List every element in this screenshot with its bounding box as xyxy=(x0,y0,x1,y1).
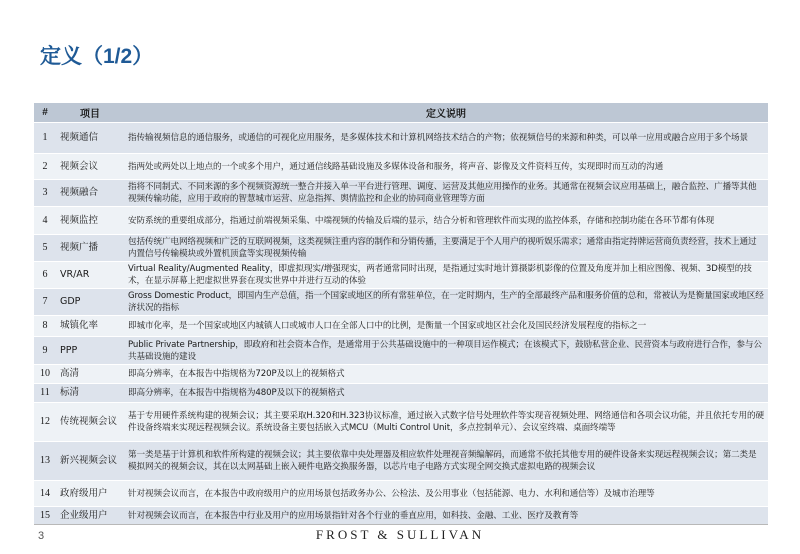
row-term: 标清 xyxy=(56,384,124,403)
table-row xyxy=(34,123,768,154)
row-term: GDP xyxy=(56,289,124,316)
table-row xyxy=(34,442,768,481)
row-definition: 第一类是基于计算机和软件所构建的视频会议；其主要依靠中央处理器及相应软件处理视音频编解码，而通常不依托其他专用的硬件设备来实现远程视频会议；第二类是模拟网关的视频会议，其在以太网基础上嵌入硬件电路交换服务器，以芯片电子电路方式实现全网交换式虚拟电路的视频会议 xyxy=(124,442,768,481)
table-row xyxy=(34,403,768,442)
row-number: 13 xyxy=(34,442,56,481)
row-definition: Public Private Partnership，即政府和社会资本合作，是通常用于公共基础设施中的一种项目运作模式；在该模式下，鼓励私营企业、民营资本与政府进行合作，参与公共基础设施的建设 xyxy=(124,337,768,365)
company-logo: FROST & SULLIVAN xyxy=(315,527,485,542)
row-number: 8 xyxy=(34,316,56,337)
row-definition: 即高分辨率，在本报告中指规格为720P及以上的视频格式 xyxy=(124,365,768,384)
table-row xyxy=(34,154,768,180)
row-number: 3 xyxy=(34,180,56,207)
table-row xyxy=(34,316,768,337)
table-row xyxy=(34,384,768,403)
row-term: PPP xyxy=(56,337,124,365)
row-definition: 包括传统广电网络视频和广泛的互联网视频，这类视频注重内容的制作和分销传播，主要满足于个人用户的视听娱乐需求；通常由指定持牌运营商负责经营，技术上通过内置信号传输模块或外置机顶盒等实现视频传输 xyxy=(124,235,768,262)
row-definition: 安防系统的重要组成部分，指通过前端视频采集、中端视频的传输及后端的显示，结合分析和管理软件而实现的监控体系，存储和控制功能在各环节都有体现 xyxy=(124,207,768,235)
row-definition: 基于专用硬件系统构建的视频会议；其主要采取H.320和H.323协议标准，通过嵌入式数字信号处理软件等实现音视频处理、网络通信和各项会议功能，并且依托专用的硬件设备终端来实现远程视频会议。系统设备主要包括嵌入式MCU（Multi Control Unit，多点控制单元）、会议室终端、桌面终端等 xyxy=(124,403,768,442)
row-definition: 针对视频会议而言，在本报告中政府级用户的应用场景包括政务办公、公检法、及公用事业（包括能源、电力、水利和通信等）及城市治理等 xyxy=(124,481,768,507)
page-number: 3 xyxy=(38,530,45,542)
row-number: 15 xyxy=(34,507,56,526)
definitions-table xyxy=(34,103,768,526)
row-definition: 指传输视频信息的通信服务，或通信的可视化应用服务，是多媒体技术和计算机网络技术结合的产物；依视频信号的来源和种类，可以单一应用或融合应用于多个场景 xyxy=(124,123,768,154)
row-term: 视频融合 xyxy=(56,180,124,207)
row-number: 12 xyxy=(34,403,56,442)
row-term: 视频通信 xyxy=(56,123,124,154)
row-definition: 即城市化率，是一个国家或地区内城镇人口或城市人口在全部人口中的比例，是衡量一个国家或地区社会化及国民经济发展程度的指标之一 xyxy=(124,316,768,337)
row-term: VR/AR xyxy=(56,262,124,289)
page-title: 定义（1/2） xyxy=(40,45,154,68)
table-row xyxy=(34,289,768,316)
row-definition: 即高分辨率，在本报告中指规格为480P及以下的视频格式 xyxy=(124,384,768,403)
row-definition: 指两处或两处以上地点的一个或多个用户，通过通信线路基础设施及多媒体设备和服务，将声音、影像及文件资料互传，实现即时而互动的沟通 xyxy=(124,154,768,180)
row-term: 视频监控 xyxy=(56,207,124,235)
row-term: 高清 xyxy=(56,365,124,384)
row-number: 2 xyxy=(34,154,56,180)
table-row xyxy=(34,365,768,384)
column-header-item: 项目 xyxy=(56,103,124,123)
table-row xyxy=(34,262,768,289)
row-number: 14 xyxy=(34,481,56,507)
row-number: 7 xyxy=(34,289,56,316)
row-definition: 针对视频会议而言，在本报告中行业及用户的应用场景指针对各个行业的垂直应用，如科技、金融、工业、医疗及教育等 xyxy=(124,507,768,526)
row-number: 11 xyxy=(34,384,56,403)
row-term: 企业级用户 xyxy=(56,507,124,526)
row-number: 5 xyxy=(34,235,56,262)
row-term: 传统视频会议 xyxy=(56,403,124,442)
row-definition: Gross Domestic Product，即国内生产总值，指一个国家或地区的所有常驻单位，在一定时期内，生产的全部最终产品和服务价值的总和，常被认为是衡量国家或地区经济状况的指标 xyxy=(124,289,768,316)
row-number: 1 xyxy=(34,123,56,154)
table-row xyxy=(34,337,768,365)
table-row xyxy=(34,180,768,207)
table-row xyxy=(34,235,768,262)
column-header-number: # xyxy=(34,103,56,123)
row-number: 9 xyxy=(34,337,56,365)
footer-divider xyxy=(34,524,768,525)
row-definition: Virtual Reality/Augmented Reality，即虚拟现实/增强现实，两者通常同时出现，是指通过实时地计算摄影机影像的位置及角度并加上相应图像、视频、3D模型的技术，在显示屏幕上把虚拟世界套在现实世界中并进行互动的体验 xyxy=(124,262,768,289)
row-number: 10 xyxy=(34,365,56,384)
row-term: 新兴视频会议 xyxy=(56,442,124,481)
table-row xyxy=(34,507,768,526)
row-definition: 指将不同制式、不同来源的多个视频资源统一整合并接入单一平台进行管理、调度、运营及其他应用操作的业务。其通常在视频会议应用基础上，融合监控、广播等其他视频传输功能，应用于政府的智慧城市运营、应急指挥、舆情监控和企业的协同商业管理等方面 xyxy=(124,180,768,207)
table-row xyxy=(34,207,768,235)
row-number: 4 xyxy=(34,207,56,235)
row-term: 城镇化率 xyxy=(56,316,124,337)
row-term: 视频会议 xyxy=(56,154,124,180)
row-number: 6 xyxy=(34,262,56,289)
row-term: 视频广播 xyxy=(56,235,124,262)
table-row xyxy=(34,481,768,507)
row-term: 政府级用户 xyxy=(56,481,124,507)
column-header-definition: 定义说明 xyxy=(124,103,768,123)
table-header-row xyxy=(34,103,768,123)
